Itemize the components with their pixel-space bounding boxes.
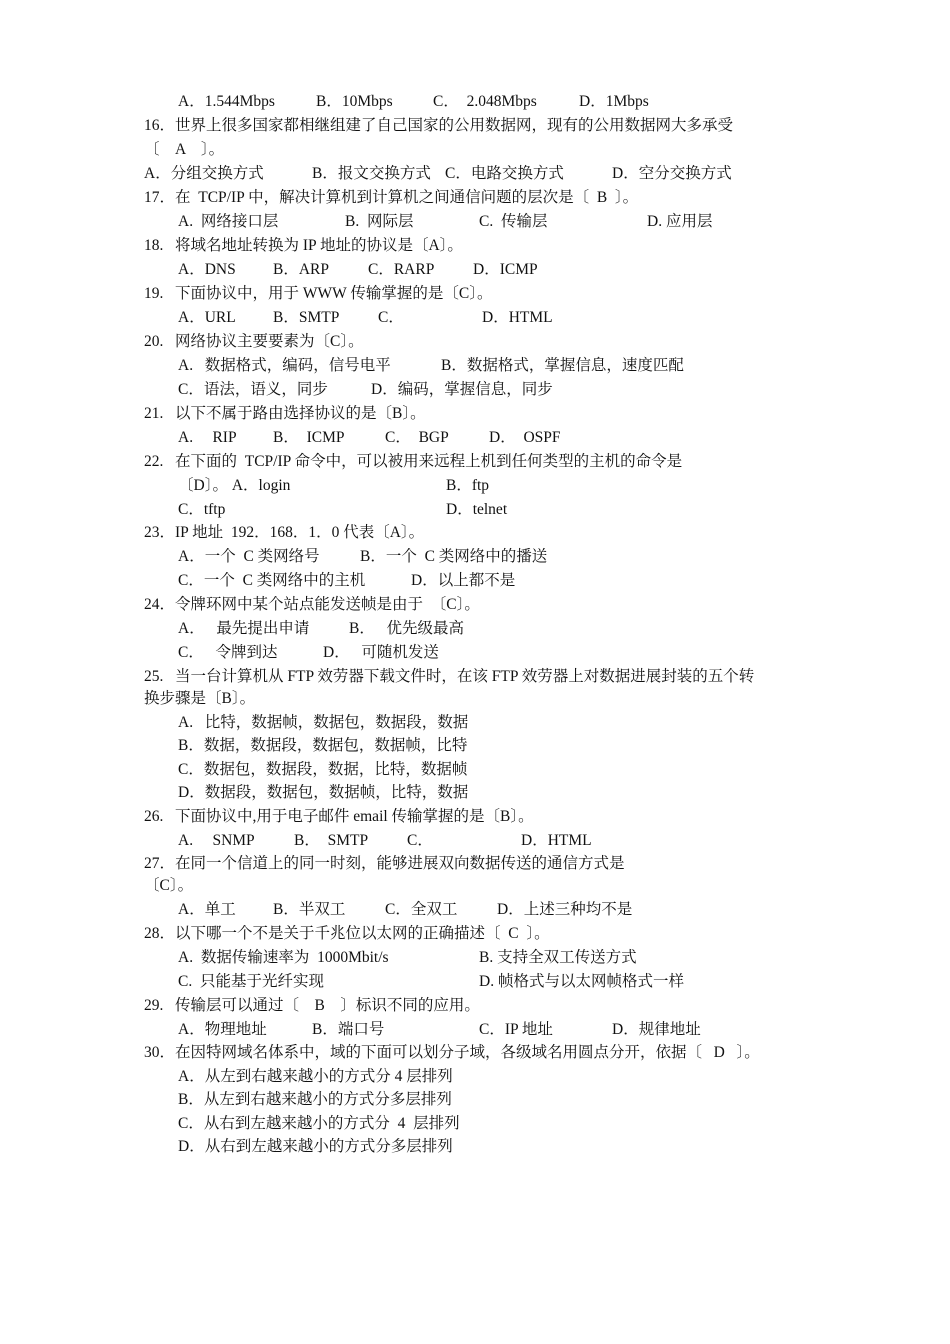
option-text: B．数据格式，掌握信息，速度匹配 (441, 357, 684, 374)
option-text: D．1Mbps (579, 93, 649, 110)
option-text: D．以上都不是 (411, 572, 516, 589)
option-text: D． OSPF (489, 429, 561, 446)
line-text: 27．在同一个信道上的同一时刻，能够进展双向数据传送的通信方式是 (144, 855, 625, 872)
option-text: C．全双工 (385, 901, 458, 918)
option-text: B．ftp (446, 477, 490, 494)
option-text: D．规律地址 (612, 1021, 701, 1038)
option-text: B．报文交换方式 (312, 165, 431, 182)
option-text: D．HTML (482, 309, 553, 326)
line-text: A．1.544Mbps (178, 93, 275, 110)
option-text: D．telnet (446, 501, 508, 518)
line-text: 30．在因特网域名体系中，域的下面可以划分子域，各级域名用圆点分开，依据〔 D 〕。 (144, 1044, 760, 1061)
line-text: C． 令牌到达 (178, 644, 278, 661)
line-text: 28．以下哪一个不是关于千兆位以太网的正确描述〔 C 〕。 (144, 925, 550, 942)
line-text: C. 只能基于光纤实现 (178, 973, 324, 990)
line-text: A. 数据传输速率为 1000Mbit/s (178, 949, 389, 966)
line-text: 〔D〕。 A．login (178, 477, 291, 494)
option-text: C． (407, 832, 433, 849)
line-text: C．tftp (178, 501, 226, 518)
option-text: C． BGP (385, 429, 449, 446)
option-text: D．ICMP (473, 261, 538, 278)
option-text: B． SMTP (294, 832, 369, 849)
option-text: C． (378, 309, 404, 326)
line-text: 16．世界上很多国家都相继组建了自己国家的公用数据网，现有的公用数据网大多承受 (144, 117, 734, 134)
line-text: D．从右到左越来越小的方式分多层排列 (178, 1138, 453, 1155)
option-text: C．RARP (368, 261, 435, 278)
line-text: 19. 下面协议中，用于 WWW 传输掌握的是〔C〕。 (144, 285, 493, 302)
option-text: B．半双工 (273, 901, 346, 918)
line-text: 〔C〕。 (144, 877, 194, 894)
line-text: A．DNS (178, 261, 236, 278)
option-text: B．端口号 (312, 1021, 385, 1038)
line-text: B．数据，数据段，数据包，数据帧，比特 (178, 737, 468, 754)
line-text: A. 比特，数据帧，数据包，数据段，数据 (178, 714, 469, 731)
line-text: C．语法，语义，同步 (178, 381, 328, 398)
line-text: C．从右到左越来越小的方式分 4 层排列 (178, 1115, 460, 1132)
line-text: C．数据包，数据段，数据，比特，数据帧 (178, 761, 468, 778)
line-text: 24．令牌环网中某个站点能发送帧是由于 〔C〕。 (144, 596, 480, 613)
line-text: A．分组交换方式 (144, 165, 264, 182)
line-text: A．一个 C 类网络号 (178, 548, 320, 565)
line-text: B．从左到右越来越小的方式分多层排列 (178, 1091, 452, 1108)
option-text: B． 优先级最高 (349, 620, 464, 637)
line-text: 22. 在下面的 TCP/IP 命令中，可以被用来远程上机到任何类型的主机的命令是 (144, 453, 683, 470)
line-text: A．物理地址 (178, 1021, 267, 1038)
line-text: A. RIP (178, 429, 237, 446)
option-text: B． ICMP (273, 429, 345, 446)
line-text: 17．在 TCP/IP 中，解决计算机到计算机之间通信问题的层次是〔 B 〕。 (144, 189, 639, 206)
option-text: B．SMTP (273, 309, 340, 326)
line-text: D．数据段，数据包，数据帧，比特，数据 (178, 784, 469, 801)
line-text: A． 最先提出申请 (178, 620, 310, 637)
option-text: B. 网际层 (345, 213, 414, 230)
line-text: 20. 网络协议主要要素为〔C〕。 (144, 333, 364, 350)
option-text: D. 帧格式与以太网帧格式一样 (479, 973, 684, 990)
line-text: 18. 将域名地址转换为 IP 地址的协议是〔A〕。 (144, 237, 463, 254)
option-text: B．10Mbps (316, 93, 393, 110)
line-text: A．单工 (178, 901, 236, 918)
option-text: C. 传输层 (479, 213, 548, 230)
line-text: A. 数据格式，编码，信号电平 (178, 357, 391, 374)
option-text: B．ARP (273, 261, 329, 278)
line-text: 25. 当一台计算机从 FTP 效劳器下载文件时，在该 FTP 效劳器上对数据进展封装的五个转 (144, 668, 755, 685)
line-text: 换步骤是〔B〕。 (144, 690, 256, 707)
option-text: C． 2.048Mbps (433, 93, 537, 110)
line-text: C．一个 C 类网络中的主机 (178, 572, 366, 589)
option-text: B．一个 C 类网络中的播送 (360, 548, 548, 565)
line-text: 29. 传输层可以通过〔 B 〕标识不同的应用。 (144, 997, 480, 1014)
line-text: 21. 以下不属于路由选择协议的是〔B〕。 (144, 405, 426, 422)
line-text: 26. 下面协议中,用于电子邮件 email 传输掌握的是〔B〕。 (144, 808, 534, 825)
line-text: A. 网络接口层 (178, 213, 279, 230)
option-text: D．上述三种均不是 (497, 901, 633, 918)
option-text: D．空分交换方式 (612, 165, 732, 182)
option-text: D．HTML (521, 832, 592, 849)
option-text: C．电路交换方式 (445, 165, 564, 182)
line-text: 23．IP 地址 192．168．1．0 代表〔A〕。 (144, 524, 425, 541)
option-text: D．编码，掌握信息，同步 (371, 381, 553, 398)
line-text: A．URL (178, 309, 236, 326)
option-text: D． 可随机发送 (323, 644, 439, 661)
option-text: D. 应用层 (647, 213, 713, 230)
line-text: 〔 A 〕。 (144, 141, 225, 158)
option-text: C．IP 地址 (479, 1021, 553, 1038)
line-text: A. SNMP (178, 832, 255, 849)
option-text: B. 支持全双工传送方式 (479, 949, 637, 966)
line-text: A．从左到右越来越小的方式分 4 层排列 (178, 1068, 453, 1085)
